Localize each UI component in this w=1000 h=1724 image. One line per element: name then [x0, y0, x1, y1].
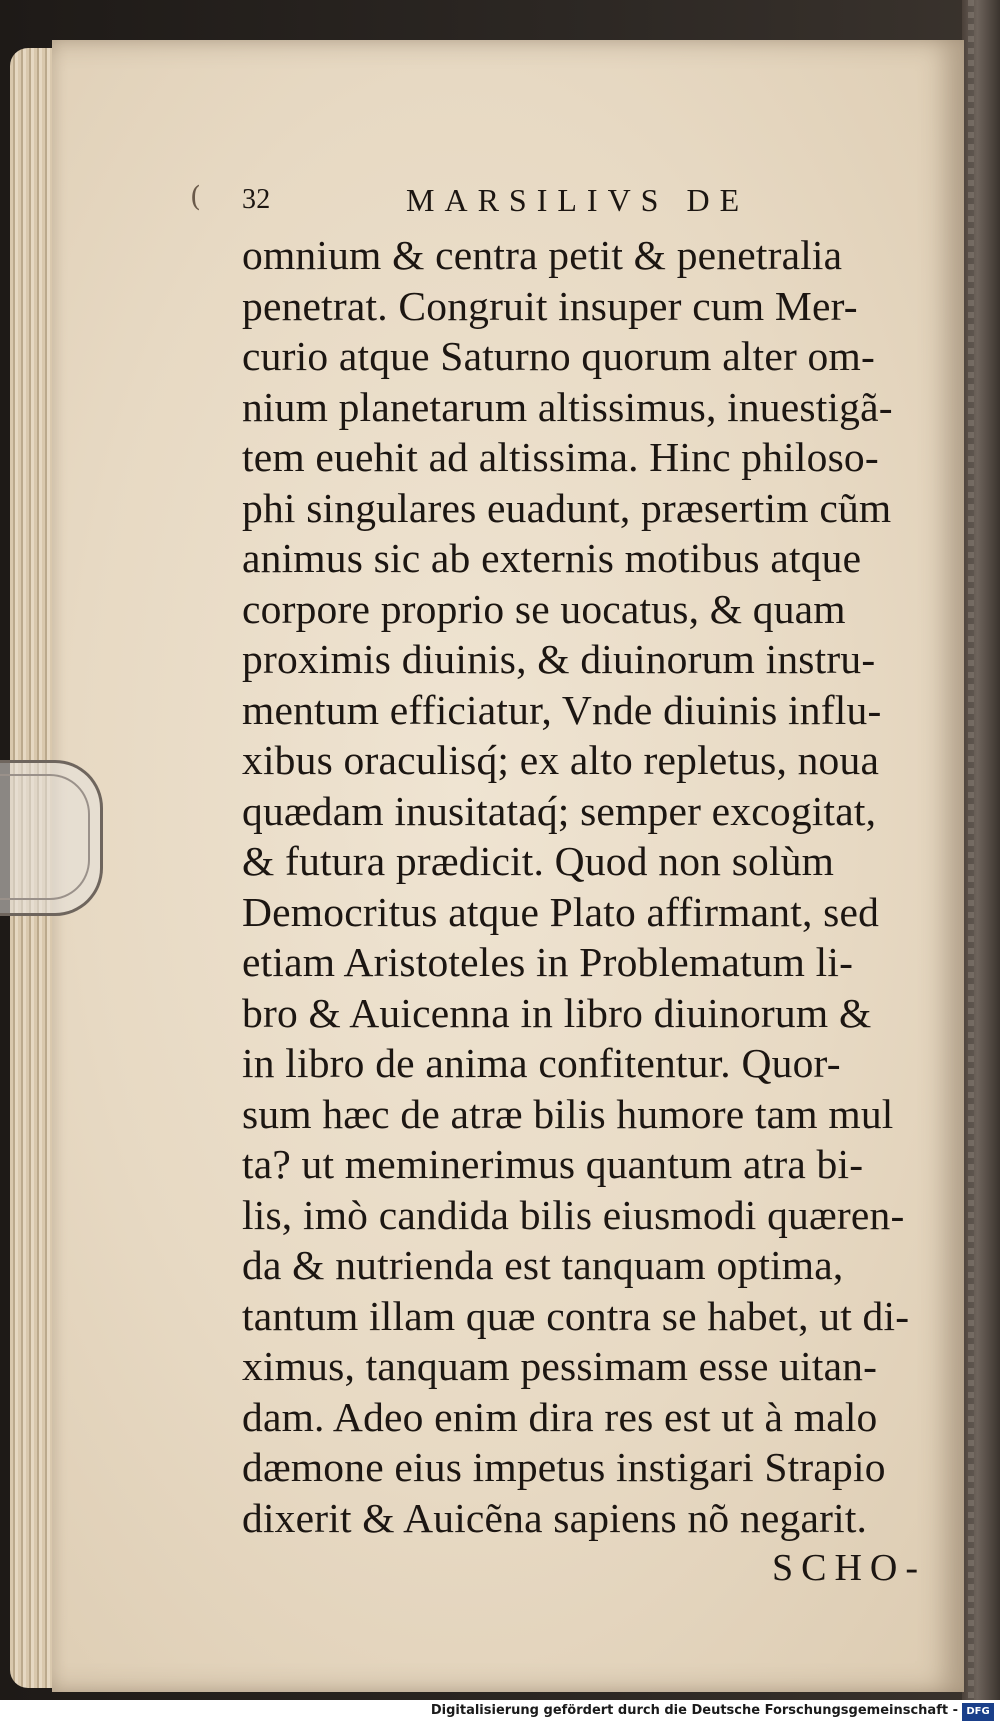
text-line: etiam Aristoteles in Problematum li-: [242, 939, 854, 985]
text-line: & futura prædicit. Quod non solùm: [242, 838, 835, 884]
digitization-credit-bar: [0, 1700, 1000, 1724]
catchword: SCHO-: [772, 1547, 927, 1589]
page-header: [242, 180, 958, 230]
text-line: quædam inusitataq́; semper excogitat,: [242, 787, 877, 834]
folio-number: 32: [242, 184, 271, 215]
binding-stitching: [968, 0, 974, 1700]
text-line: in libro de anima confitentur. Quor-: [242, 1040, 841, 1086]
text-line: nium planetarum altissimus, inuestigã-: [242, 383, 893, 430]
running-head: MARSILIVS DE: [406, 182, 750, 218]
text-line: dixerit & Auicẽna sapiens nõ negarit.: [242, 1494, 868, 1541]
text-line: tem euehit ad altissima. Hinc philoso-: [242, 434, 879, 480]
margin-mark: (: [190, 180, 201, 213]
text-line: phi singulares euadunt, præsertim cũm: [242, 484, 892, 531]
catchword-row: [242, 1543, 958, 1595]
text-line: xibus oraculisq́; ex alto repletus, noua: [242, 737, 880, 783]
text-line: lis, imò candida bilis eiusmodi quæren-: [242, 1191, 905, 1238]
text-line: proximis diuinis, & diuinorum instru-: [242, 636, 876, 682]
text-line: curio atque Saturno quorum alter om-: [242, 333, 875, 379]
text-line: da & nutrienda est tanquam optima,: [242, 1242, 844, 1288]
text-line: bro & Auicenna in libro diuinorum &: [242, 989, 872, 1036]
text-line: animus sic ab externis motibus atque: [242, 535, 862, 581]
page-clip-inner: [0, 774, 90, 900]
text-line: dam. Adeo enim dira res est ut à malo: [242, 1393, 878, 1440]
text-line: Democritus atque Plato affirmant, sed: [242, 888, 880, 935]
text-line: ta? ut meminerimus quantum atra bi-: [242, 1141, 864, 1187]
text-line: dæmone eius impetus instigari Strapio: [242, 1444, 886, 1490]
digitization-credit: Digitalisierung gefördert durch die Deutsche Forschungsgemeinschaft -: [430, 1703, 958, 1718]
text-line: corpore proprio se uocatus, & quam: [242, 585, 846, 632]
text-line: tantum illam quæ contra se habet, ut di-: [242, 1292, 910, 1339]
dfg-logo: DFG: [962, 1703, 994, 1721]
text-line: omnium & centra petit & penetralia: [242, 232, 843, 278]
text-block: [242, 180, 958, 1595]
text-line: ximus, tanquam pessimam esse uitan-: [242, 1343, 878, 1389]
text-line: mentum efficiatur, Vnde diuinis influ-: [242, 686, 882, 733]
text-line: sum hæc de atræ bilis humore tam mul: [242, 1090, 894, 1137]
text-line: penetrat. Congruit insuper cum Mer-: [242, 282, 858, 329]
body-text: [242, 230, 958, 1543]
